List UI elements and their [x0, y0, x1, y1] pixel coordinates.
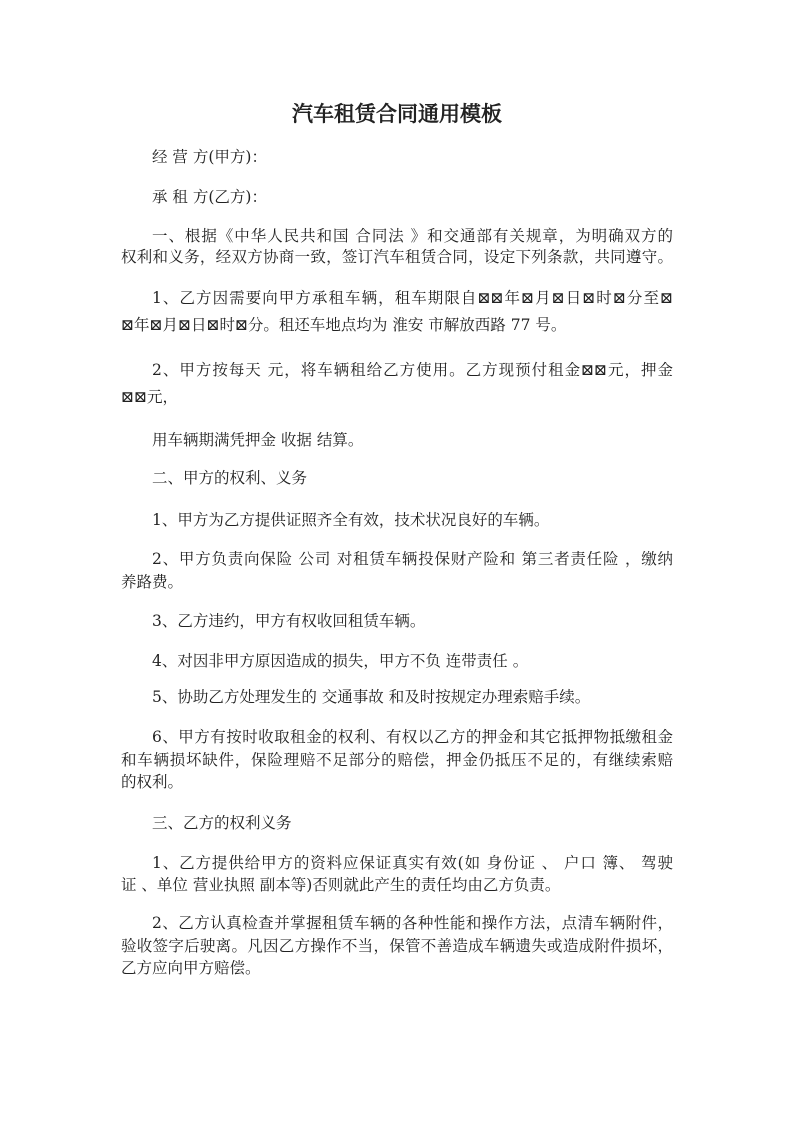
paragraph-line: 1、乙方提供给甲方的资料应保证真实有效(如 身份证 、 户口 簿、 驾驶 [152, 854, 673, 872]
paragraph-line: 2、乙方认真检查并掌握租赁车辆的各种性能和操作方法，点清车辆附件， [152, 914, 673, 932]
lessee-line: 承 租 方(乙方)： [152, 188, 267, 206]
paragraph-line: 乙方应向甲方赔偿。 [121, 959, 261, 977]
paragraph-line: 6、甲方有按时收取租金的权利、有权以乙方的押金和其它抵押物抵缴租金 [152, 728, 673, 746]
paragraph-line: 验收签字后驶离。凡因乙方操作不当，保管不善造成车辆遗失或造成附件损坏， [121, 937, 673, 955]
section-heading: 二、甲方的权利、义务 [152, 469, 308, 487]
paragraph-line: 5、协助乙方处理发生的 交通事故 和及时按规定办理索赔手续。 [152, 688, 591, 706]
paragraph-line: 养路费。 [121, 573, 184, 591]
section-heading: 三、乙方的权利义务 [152, 814, 292, 832]
paragraph-line: 证 、单位 营业执照 副本等)否则就此产生的责任均由乙方负责。 [121, 876, 561, 894]
paragraph-line: 和车辆损坏缺件，保险理赔不足部分的赔偿，押金仍抵压不足的，有继续索赔 [121, 751, 673, 769]
lessor-line: 经 营 方(甲方)： [152, 148, 267, 166]
paragraph-line: 1、乙方因需要向甲方承租车辆，租车期限自⊠⊠年⊠月⊠日⊠时⊠分至⊠ [152, 289, 673, 307]
paragraph-line: 一、根据《中华人民共和国 合同法 》和交通部有关规章，为明确双方的 [152, 227, 673, 245]
paragraph-line: 权利和义务，经双方协商一致，签订汽车租赁合同，设定下列条款，共同遵守。 [121, 248, 673, 266]
paragraph-line: ⊠年⊠月⊠日⊠时⊠分。租还车地点均为 淮安 市解放西路 77 号。 [121, 316, 567, 334]
paragraph-line: 2、甲方负责向保险 公司 对租赁车辆投保财产险和 第三者责任险 ，缴纳 [152, 550, 673, 568]
paragraph-line: ⊠⊠元， [121, 388, 178, 406]
paragraph-line: 1、甲方为乙方提供证照齐全有效，技术状况良好的车辆。 [152, 511, 550, 529]
paragraph-line: 2、甲方按每天 元，将车辆租给乙方使用。乙方现预付租金⊠⊠元，押金 [152, 361, 673, 379]
paragraph-line: 用车辆期满凭押金 收据 结算。 [152, 431, 364, 449]
paragraph-line: 的权利。 [121, 773, 184, 791]
paragraph-line: 3、乙方违约，甲方有权收回租赁车辆。 [152, 612, 426, 630]
paragraph-line: 4、对因非甲方原因造成的损失，甲方不负 连带责任 。 [152, 652, 529, 670]
document-title: 汽车租赁合同通用模板 [292, 101, 502, 126]
